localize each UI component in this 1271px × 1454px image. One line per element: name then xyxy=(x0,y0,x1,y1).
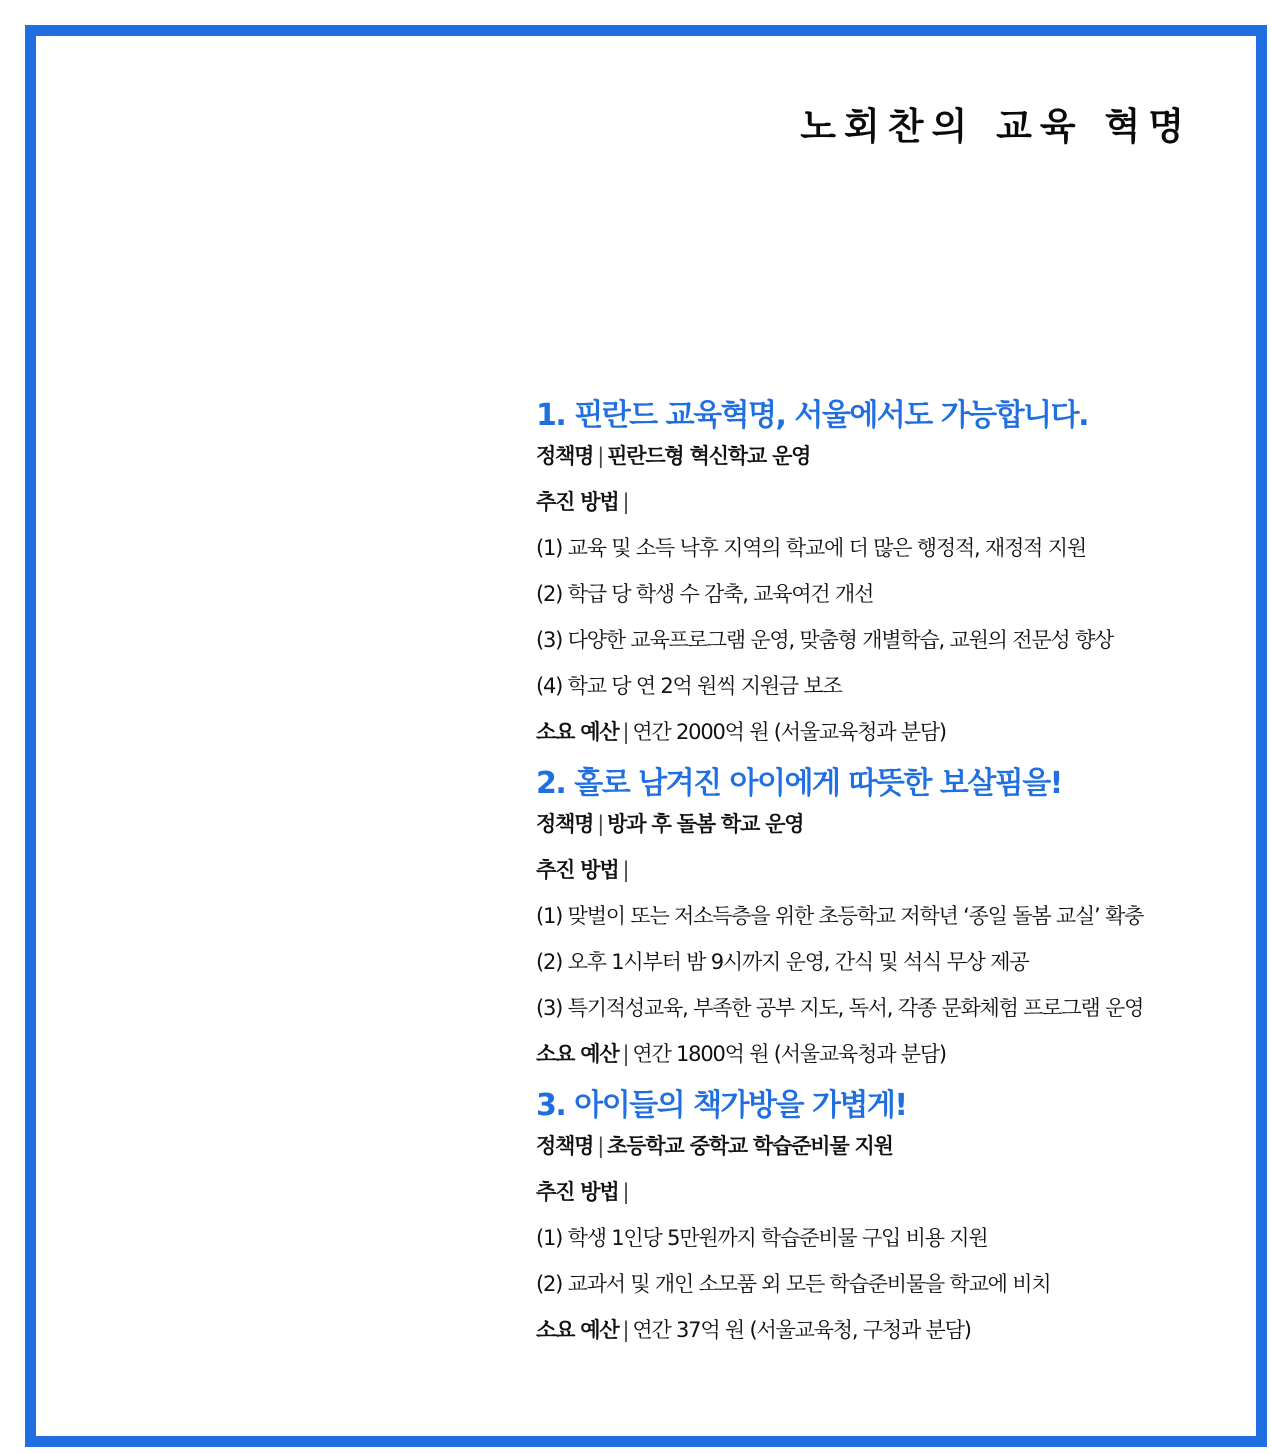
budget-value: 연간 1800억 원 (서울교육청과 분담) xyxy=(632,1042,946,1066)
budget-value: 연간 37억 원 (서울교육청, 구청과 분담) xyxy=(632,1318,971,1342)
policy-name: 초등학교 중학교 학습준비물 지원 xyxy=(607,1134,893,1158)
policy-section-1 xyxy=(536,396,1236,746)
method-label: 추진 방법 xyxy=(536,1180,619,1204)
page-frame xyxy=(25,25,1267,1447)
policy-name: 방과 후 돌봄 학교 운영 xyxy=(607,812,804,836)
policy-name: 핀란드형 혁신학교 운영 xyxy=(607,444,811,468)
separator: | xyxy=(622,490,629,514)
method-item: (1) 맞벌이 또는 저소득층을 위한 초등학교 저학년 ‘종일 돌봄 교실’ 확충 xyxy=(536,904,1144,928)
policy-name-row xyxy=(536,810,1236,838)
method-item: (1) 학생 1인당 5만원까지 학습준비물 구입 비용 지원 xyxy=(536,1226,988,1250)
method-item: (1) 교육 및 소득 낙후 지역의 학교에 더 많은 행정적, 재정적 지원 xyxy=(536,536,1086,560)
policy-label: 정책명 xyxy=(536,1134,594,1158)
separator: | xyxy=(622,1180,629,1204)
budget-label: 소요 예산 xyxy=(536,720,619,744)
budget-row xyxy=(536,718,1236,746)
page-title: 노회찬의 교육 혁명 xyxy=(800,105,1192,148)
policy-name-row xyxy=(536,1132,1236,1160)
separator: | xyxy=(622,858,629,882)
method-row xyxy=(536,1178,1236,1206)
separator: | xyxy=(622,1042,629,1066)
budget-label: 소요 예산 xyxy=(536,1042,619,1066)
method-label: 추진 방법 xyxy=(536,858,619,882)
method-row xyxy=(536,488,1236,516)
method-item: (2) 학급 당 학생 수 감축, 교육여건 개선 xyxy=(536,582,874,606)
policy-content xyxy=(536,396,1236,1362)
method-item: (3) 다양한 교육프로그램 운영, 맞춤형 개별학습, 교원의 전문성 향상 xyxy=(536,628,1114,652)
method-label: 추진 방법 xyxy=(536,490,619,514)
method-item: (4) 학교 당 연 2억 원씩 지원금 보조 xyxy=(536,674,842,698)
separator: | xyxy=(597,812,604,836)
method-item: (2) 오후 1시부터 밤 9시까지 운영, 간식 및 석식 무상 제공 xyxy=(536,950,1029,974)
policy-label: 정책명 xyxy=(536,812,594,836)
separator: | xyxy=(597,1134,604,1158)
separator: | xyxy=(622,1318,629,1342)
method-item: (3) 특기적성교육, 부족한 공부 지도, 독서, 각종 문화체험 프로그램 운영 xyxy=(536,996,1144,1020)
budget-label: 소요 예산 xyxy=(536,1318,619,1342)
budget-row xyxy=(536,1040,1236,1068)
policy-name-row xyxy=(536,442,1236,470)
separator: | xyxy=(622,720,629,744)
separator: | xyxy=(597,444,604,468)
policy-section-2 xyxy=(536,764,1236,1068)
method-row xyxy=(536,856,1236,884)
section-heading: 3. 아이들의 책가방을 가볍게! xyxy=(536,1088,907,1123)
section-heading: 1. 핀란드 교육혁명, 서울에서도 가능합니다. xyxy=(536,398,1089,433)
section-heading: 2. 홀로 남겨진 아이에게 따뜻한 보살핌을! xyxy=(536,766,1062,801)
policy-label: 정책명 xyxy=(536,444,594,468)
method-item: (2) 교과서 및 개인 소모품 외 모든 학습준비물을 학교에 비치 xyxy=(536,1272,1051,1296)
policy-section-3 xyxy=(536,1086,1236,1344)
budget-row xyxy=(536,1316,1236,1344)
budget-value: 연간 2000억 원 (서울교육청과 분담) xyxy=(632,720,946,744)
